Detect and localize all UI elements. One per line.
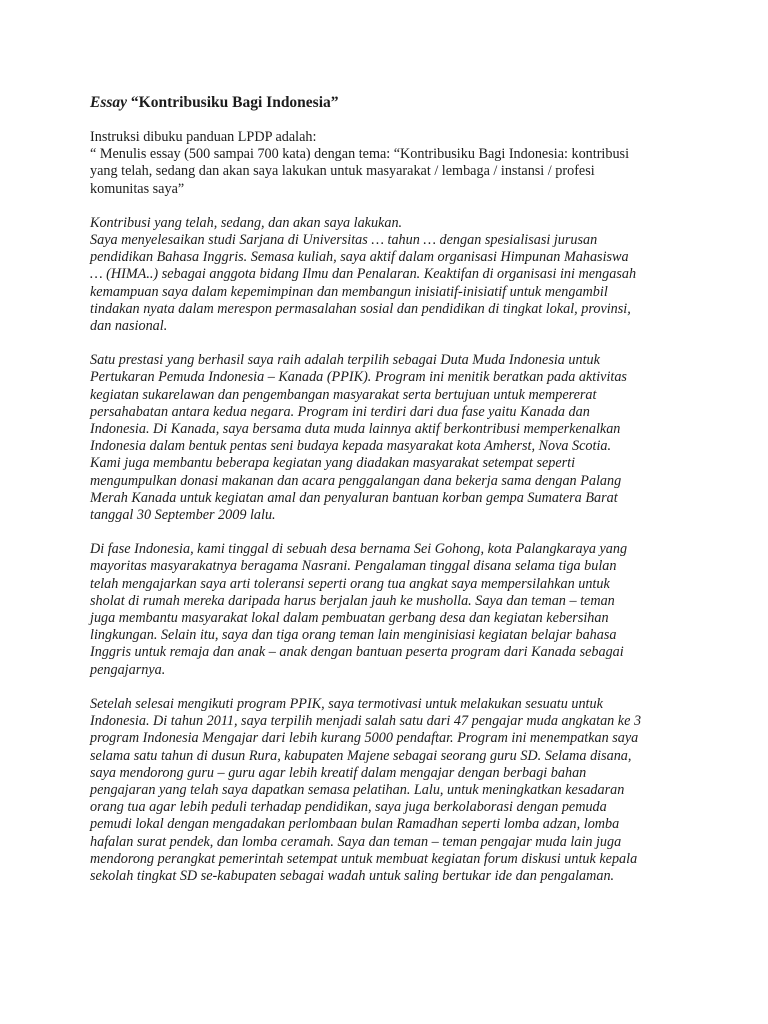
- paragraph-line: pendidikan Bahasa Inggris. Semasa kuliah, saya aktif dalam organisasi Himpunan Mahasiswa: [90, 249, 629, 266]
- document-body: [90, 93, 680, 885]
- paragraph-line: Satu prestasi yang berhasil saya raih adalah terpilih sebagai Duta Muda Indonesia untuk: [90, 352, 600, 369]
- paragraph-line: Saya menyelesaikan studi Sarjana di Universitas … tahun … dengan spesialisasi jurusan: [90, 232, 598, 249]
- paragraph-line: program Indonesia Mengajar dari lebih kurang 5000 pendaftar. Program ini menempatkan saya: [90, 730, 639, 747]
- paragraph-line: orang tua agar lebih peduli terhadap pendidikan, saya juga berkolaborasi dengan pemuda: [90, 799, 607, 816]
- paragraph-3: [90, 541, 680, 679]
- paragraph-line: Setelah selesai mengikuti program PPIK, saya termotivasi untuk melakukan sesuatu untuk: [90, 695, 603, 712]
- paragraph-line: tanggal 30 September 2009 lalu.: [90, 507, 276, 524]
- instruction-line: “ Menulis essay (500 sampai 700 kata) dengan tema: “Kontribusiku Bagi Indonesia: kontribusi: [90, 146, 630, 163]
- essay-title-text: “Kontribusiku Bagi Indonesia”: [127, 94, 339, 111]
- paragraph-line: Kami juga membantu beberapa kegiatan yang diadakan masyarakat setempat seperti: [90, 455, 576, 472]
- paragraph-line: Indonesia. Di tahun 2011, saya terpilih menjadi salah satu dari 47 pengajar muda angkatan ke 3: [90, 713, 642, 730]
- paragraph-line: mengumpulkan donasi makanan dan acara penggalangan dana bekerja sama dengan Palang: [90, 472, 622, 489]
- paragraph-line: selama satu tahun di dusun Rura, kabupaten Majene sebagai seorang guru SD. Selama disana,: [90, 747, 632, 764]
- paragraph-line: mayoritas masyarakatnya beragama Nasrani. Pengalaman tinggal disana selama tiga bulan: [90, 558, 617, 575]
- paragraph-line: juga membantu masyarakat lokal dalam pembuatan gerbang desa dan kegiatan kebersihan: [90, 610, 609, 627]
- paragraph-line: Pertukaran Pemuda Indonesia – Kanada (PPIK). Program ini menitik beratkan pada aktivitas: [90, 369, 627, 386]
- paragraph-line: sekolah tingkat SD se-kabupaten sebagai wadah untuk saling bertukar ide dan pengalaman.: [90, 867, 615, 884]
- paragraph-line: Merah Kanada untuk kegiatan amal dan penyaluran bantuan korban gempa Sumatera Barat: [90, 489, 618, 506]
- paragraph-line: Di fase Indonesia, kami tinggal di sebuah desa bernama Sei Gohong, kota Palangkaraya yang: [90, 541, 628, 558]
- instruction-block: [90, 129, 680, 198]
- paragraph-line: telah mengajarkan saya arti toleransi seperti orang tua angkat saya mempersilahkan untuk: [90, 575, 610, 592]
- paragraph-2: [90, 352, 680, 524]
- paragraph-line: sholat di rumah mereka daripada harus berjalan jauh ke musholla. Saya dan teman – teman: [90, 592, 615, 609]
- paragraph-line: … (HIMA..) sebagai anggota bidang Ilmu dan Penalaran. Keaktifan di organisasi ini mengasah: [90, 266, 637, 283]
- paragraph-line: persahabatan antara kedua negara. Program ini terdiri dari dua fase yaitu Kanada dan: [90, 403, 590, 420]
- paragraph-line: dan nasional.: [90, 318, 168, 335]
- paragraph-line: kegiatan sukarelawan dan pengembangan masyarakat serta bertujuan untuk mempererat: [90, 386, 597, 403]
- instruction-line: yang telah, sedang dan akan saya lakukan untuk masyarakat / lembaga / instansi / profesi: [90, 163, 595, 180]
- paragraph-line: saya mendorong guru – guru agar lebih kreatif dalam mengajar dengan berbagi bahan: [90, 764, 587, 781]
- paragraph-line: mendorong perangkat pemerintah setempat untuk membuat kegiatan forum diskusi untuk kepala: [90, 850, 638, 867]
- essay-title-word: Essay: [90, 94, 128, 111]
- paragraph-4: [90, 696, 680, 885]
- paragraph-line: pengajaran yang telah saya dapatkan semasa pelatihan. Lalu, untuk meningkatkan kesadaran: [90, 781, 625, 798]
- paragraph-line: lingkungan. Selain itu, saya dan tiga orang teman lain menginisiasi kegiatan belajar bahasa: [90, 627, 617, 644]
- paragraph-line: tindakan nyata dalam merespon permasalahan sosial dan pendidikan di tingkat lokal, provinsi,: [90, 300, 631, 317]
- paragraph-line: Indonesia. Di Kanada, saya bersama duta muda lainnya aktif berkontribusi memperkenalkan: [90, 421, 621, 438]
- paragraph-line: Kontribusi yang telah, sedang, dan akan saya lakukan.: [90, 214, 403, 231]
- paragraph-line: Indonesia dalam bentuk pentas seni budaya kepada masyarakat kota Amherst, Nova Scotia.: [90, 438, 612, 455]
- paragraph-line: kemampuan saya dalam kepemimpinan dan membangun inisiatif-inisiatif untuk mengambil: [90, 283, 608, 300]
- paragraph-1: [90, 215, 680, 335]
- instruction-line: Instruksi dibuku panduan LPDP adalah:: [90, 129, 317, 145]
- essay-title: [90, 93, 680, 112]
- paragraph-line: pengajarnya.: [90, 661, 166, 678]
- instruction-line: komunitas saya”: [90, 180, 185, 197]
- paragraph-line: Inggris untuk remaja dan anak – anak dengan bantuan peserta program dari Kanada sebagai: [90, 644, 624, 661]
- paragraph-line: pemudi lokal dengan mengadakan perlombaan bulan Ramadhan seperti lomba adzan, lomba: [90, 816, 620, 833]
- paragraph-line: hafalan surat pendek, dan lomba ceramah. Saya dan teman – teman pengajar muda lain juga: [90, 833, 622, 850]
